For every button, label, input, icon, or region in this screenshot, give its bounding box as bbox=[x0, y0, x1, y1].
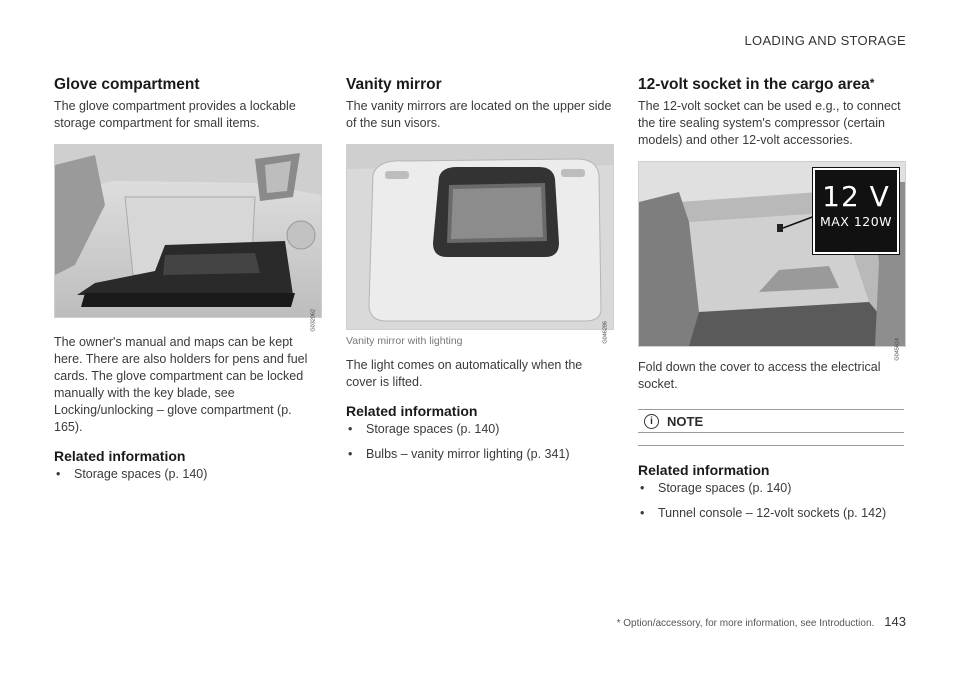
footnote: * Option/accessory, for more information, see Introduction. bbox=[616, 618, 875, 629]
related-list bbox=[346, 421, 614, 463]
body-text: The owner's manual and maps can be kept here. There are also holders for pens and fuel cards. The glove compartment can be locked manually with the key blade, see Locking/unlocking – glove compartment (p. 165). bbox=[54, 335, 308, 434]
note-label: NOTE bbox=[667, 414, 704, 429]
related-title: Related information bbox=[346, 403, 478, 419]
section-title: 12-volt socket in the cargo area* bbox=[638, 76, 875, 93]
voltage-label: 12 V bbox=[822, 180, 890, 213]
glove-compartment-illustration bbox=[54, 144, 322, 332]
related-link[interactable]: • Storage spaces (p. 140) bbox=[640, 481, 792, 495]
intro-text: The 12-volt socket can be used e.g., to connect the tire sealing system's compressor (certain models) and other 12-volt accessories. bbox=[638, 99, 901, 147]
max-power-sign bbox=[813, 168, 899, 254]
note-header bbox=[638, 410, 904, 433]
figure-id: G032062 bbox=[311, 309, 317, 332]
related-link[interactable]: • Tunnel console – 12-volt sockets (p. 142) bbox=[640, 506, 887, 520]
glove-compartment-section bbox=[54, 76, 322, 491]
max-wattage-label: MAX 120W bbox=[819, 214, 893, 229]
vanity-mirror-section bbox=[346, 76, 614, 471]
figure-caption: Vanity mirror with lighting bbox=[346, 335, 463, 347]
intro-text: The glove compartment provides a lockable storage compartment for small items. bbox=[54, 99, 296, 130]
related-list bbox=[54, 466, 322, 483]
section-header: LOADING AND STORAGE bbox=[744, 33, 906, 48]
related-list bbox=[638, 480, 906, 522]
info-icon: i bbox=[644, 414, 659, 429]
related-link[interactable]: • Storage spaces (p. 140) bbox=[348, 422, 500, 436]
body-text: The light comes on automatically when the cover is lifted. bbox=[346, 358, 583, 389]
note-body bbox=[638, 433, 904, 445]
page-footer bbox=[617, 614, 906, 629]
related-title: Related information bbox=[638, 462, 770, 478]
section-title: Vanity mirror bbox=[346, 76, 442, 93]
figure-id: G046286 bbox=[603, 321, 609, 344]
intro-text: The vanity mirrors are located on the upper side of the sun visors. bbox=[346, 99, 612, 130]
body-text: Fold down the cover to access the electrical socket. bbox=[638, 360, 881, 391]
related-link[interactable]: • Storage spaces (p. 140) bbox=[56, 467, 208, 481]
page-number: 143 bbox=[884, 614, 906, 629]
figure-id: G045614 bbox=[895, 338, 901, 361]
related-title: Related information bbox=[54, 448, 186, 464]
cargo-socket-illustration bbox=[638, 161, 906, 361]
related-link[interactable]: • Bulbs – vanity mirror lighting (p. 341) bbox=[348, 447, 570, 461]
section-title: Glove compartment bbox=[54, 76, 200, 93]
note-box bbox=[638, 409, 904, 446]
cargo-socket-section bbox=[638, 76, 906, 530]
